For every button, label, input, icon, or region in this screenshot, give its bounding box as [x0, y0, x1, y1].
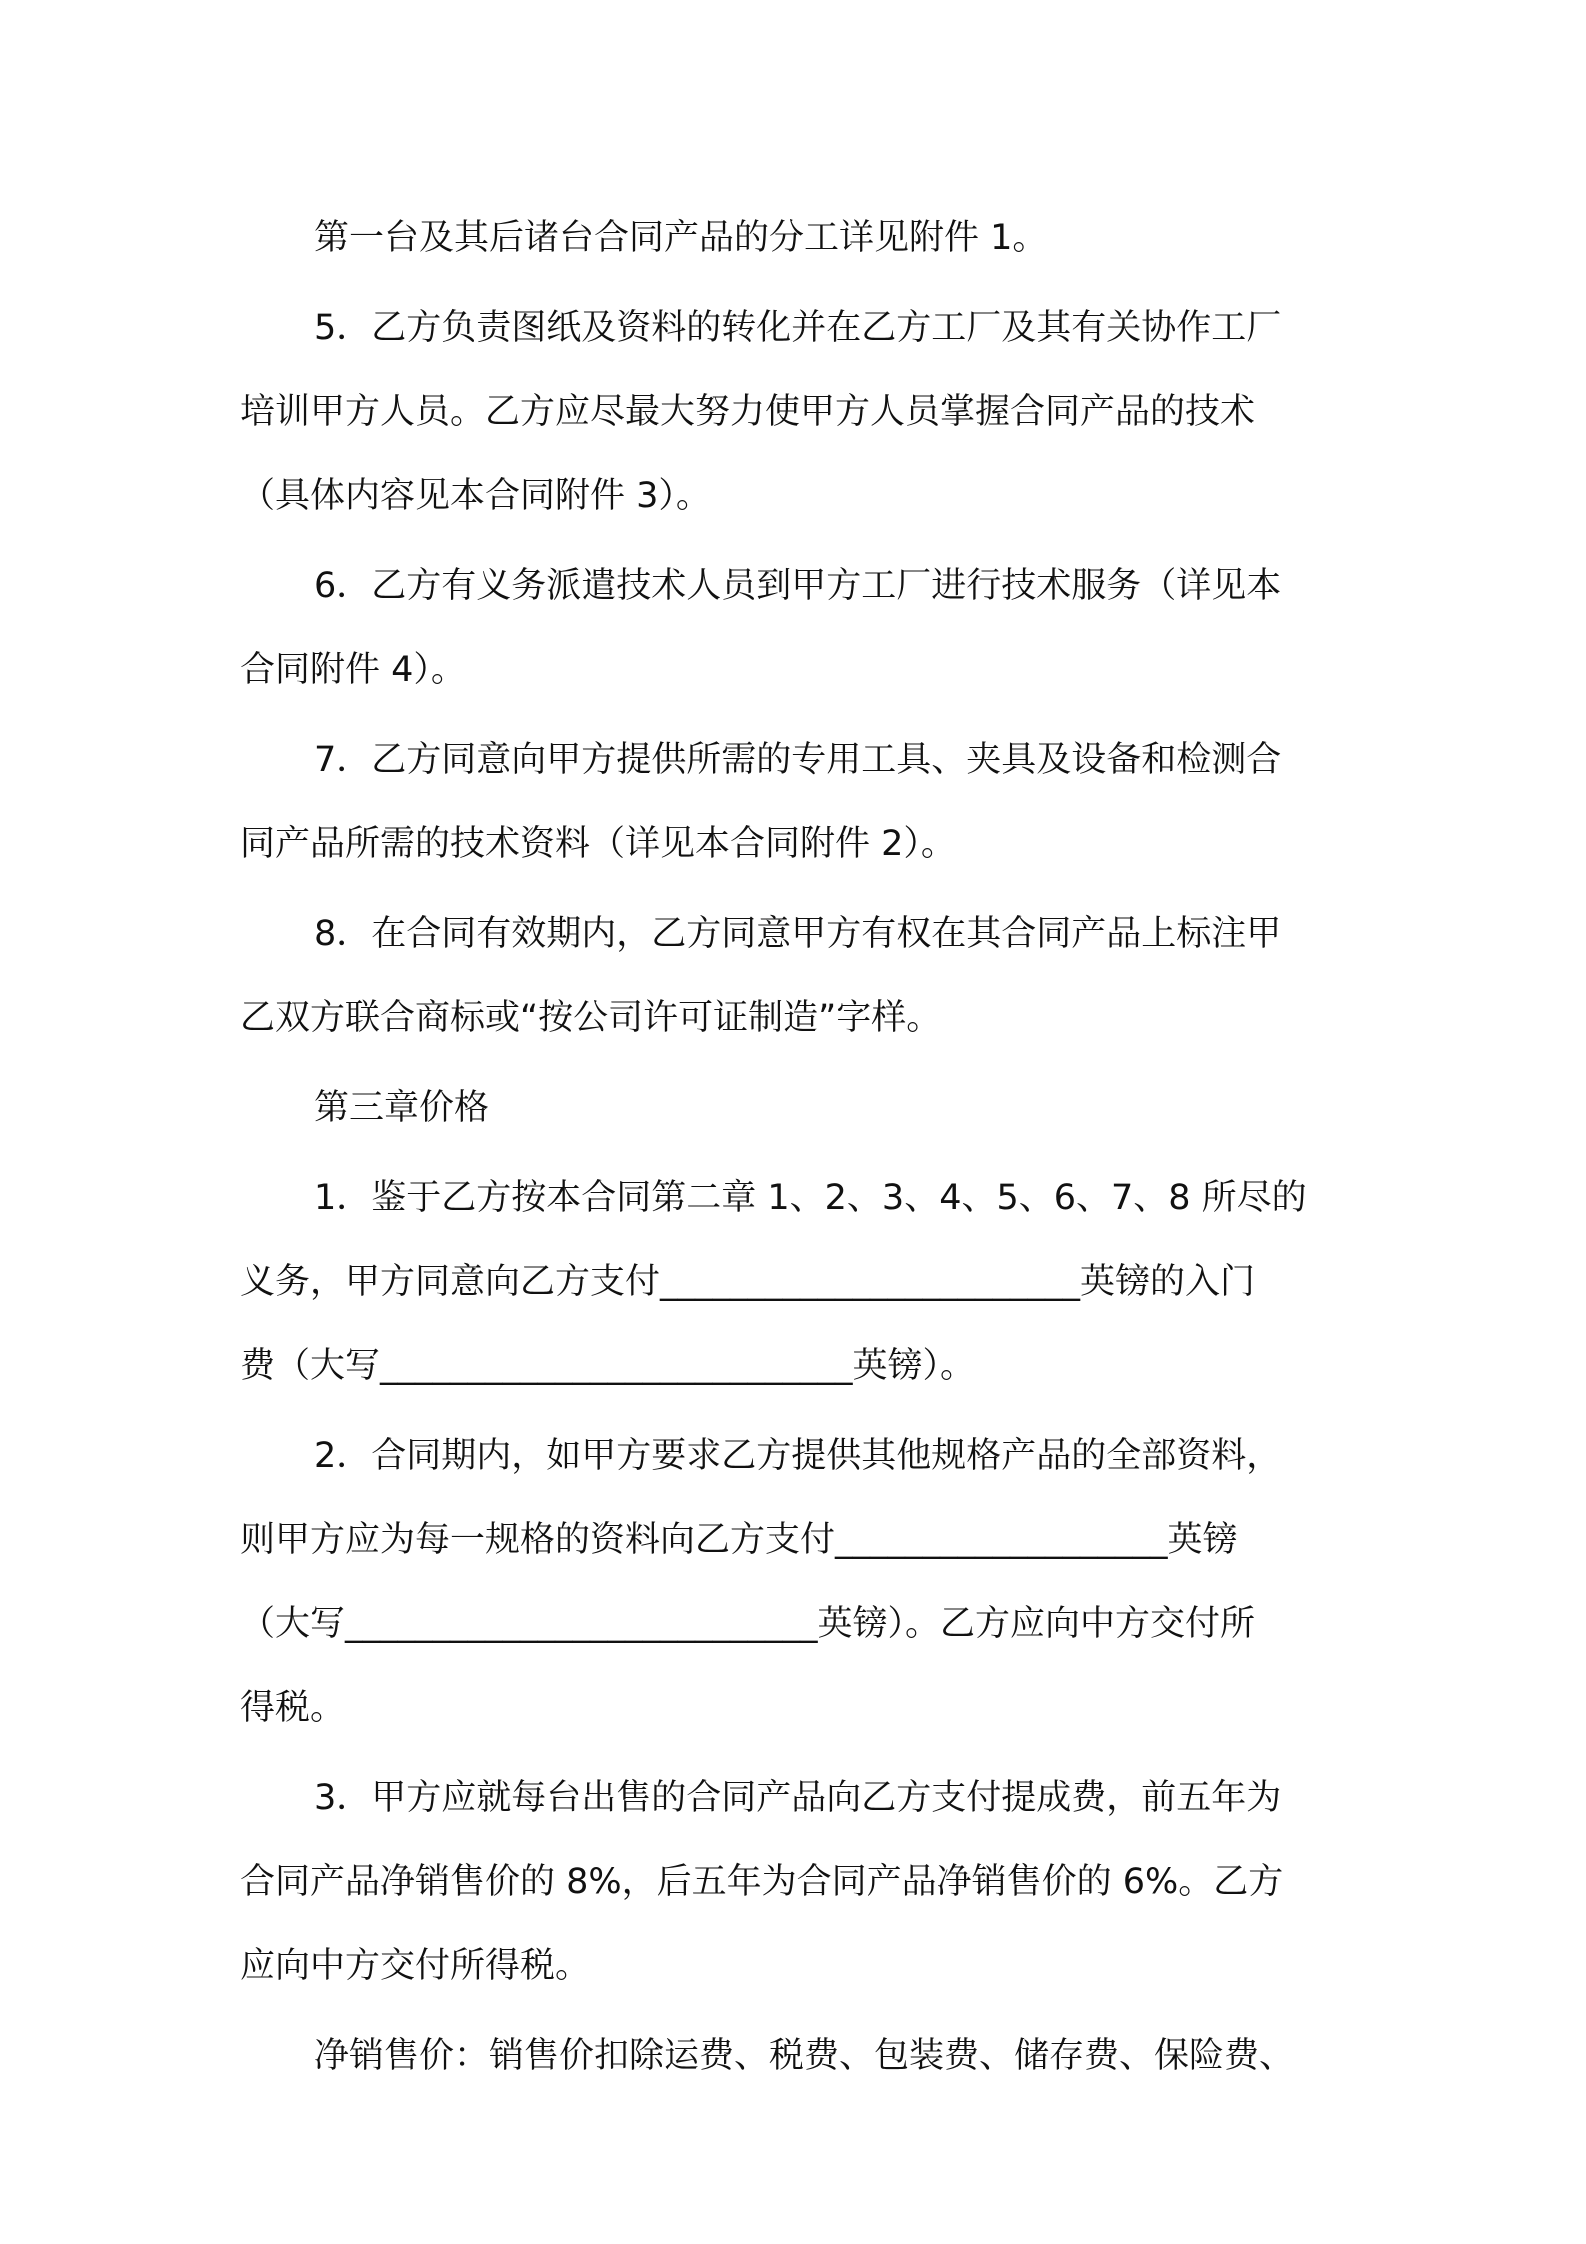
paragraph-annex-1-division [240, 196, 1360, 280]
paragraph-price-2-other-specs [240, 1414, 1360, 1750]
paragraph-line: 义务，甲方同意向乙方支付________________________英镑的入门 [240, 1262, 1256, 1302]
paragraph-line: 乙双方联合商标或“按公司许可证制造”字样。 [240, 998, 942, 1038]
paragraph-line: （大写___________________________英镑）。乙方应向中方交付所 [240, 1604, 1256, 1644]
paragraph-line: 培训甲方人员。乙方应尽最大努力使甲方人员掌握合同产品的技术 [240, 392, 1256, 432]
paragraph-line: 费（大写___________________________英镑）。 [240, 1346, 976, 1386]
paragraph-line: 合同产品净销售价的 8%，后五年为合同产品净销售价的 6%。乙方 [240, 1862, 1284, 1902]
paragraph-line: 7．乙方同意向甲方提供所需的专用工具、夹具及设备和检测合 [314, 740, 1282, 780]
paragraph-line: 合同附件 4）。 [240, 650, 466, 690]
paragraph-clause-7 [240, 718, 1360, 886]
paragraph-price-3-royalty [240, 1756, 1360, 2008]
paragraph-line: 3．甲方应就每台出售的合同产品向乙方支付提成费，前五年为 [314, 1778, 1282, 1818]
paragraph-line: 则甲方应为每一规格的资料向乙方支付___________________英镑 [240, 1520, 1238, 1560]
paragraph-line: 第一台及其后诸台合同产品的分工详见附件 1。 [314, 218, 1048, 258]
paragraph-clause-5 [240, 286, 1360, 538]
paragraph-line: 6．乙方有义务派遣技术人员到甲方工厂进行技术服务（详见本 [314, 566, 1282, 606]
chapter-title: 第三章价格 [314, 1088, 490, 1128]
paragraph-line: 2．合同期内，如甲方要求乙方提供其他规格产品的全部资料， [314, 1436, 1282, 1476]
paragraph-line: 应向中方交付所得税。 [240, 1946, 591, 1986]
paragraph-line: 同产品所需的技术资料（详见本合同附件 2）。 [240, 824, 956, 864]
paragraph-line: 8．在合同有效期内，乙方同意甲方有权在其合同产品上标注甲 [314, 914, 1282, 954]
paragraph-line: （具体内容见本合同附件 3）。 [240, 476, 711, 516]
chapter-heading-price [240, 1066, 1360, 1150]
paragraph-clause-6 [240, 544, 1360, 712]
paragraph-line: 净销售价：销售价扣除运费、税费、包装费、储存费、保险费、 [314, 2036, 1295, 2076]
paragraph-price-1-entry-fee [240, 1156, 1360, 1408]
document-body [240, 196, 1360, 2104]
paragraph-line: 得税。 [240, 1688, 346, 1728]
paragraph-net-sales-price [240, 2014, 1360, 2098]
paragraph-clause-8 [240, 892, 1360, 1060]
paragraph-line: 5．乙方负责图纸及资料的转化并在乙方工厂及其有关协作工厂 [314, 308, 1282, 348]
paragraph-line: 1．鉴于乙方按本合同第二章 1、2、3、4、5、6、7、8 所尽的 [314, 1178, 1307, 1218]
